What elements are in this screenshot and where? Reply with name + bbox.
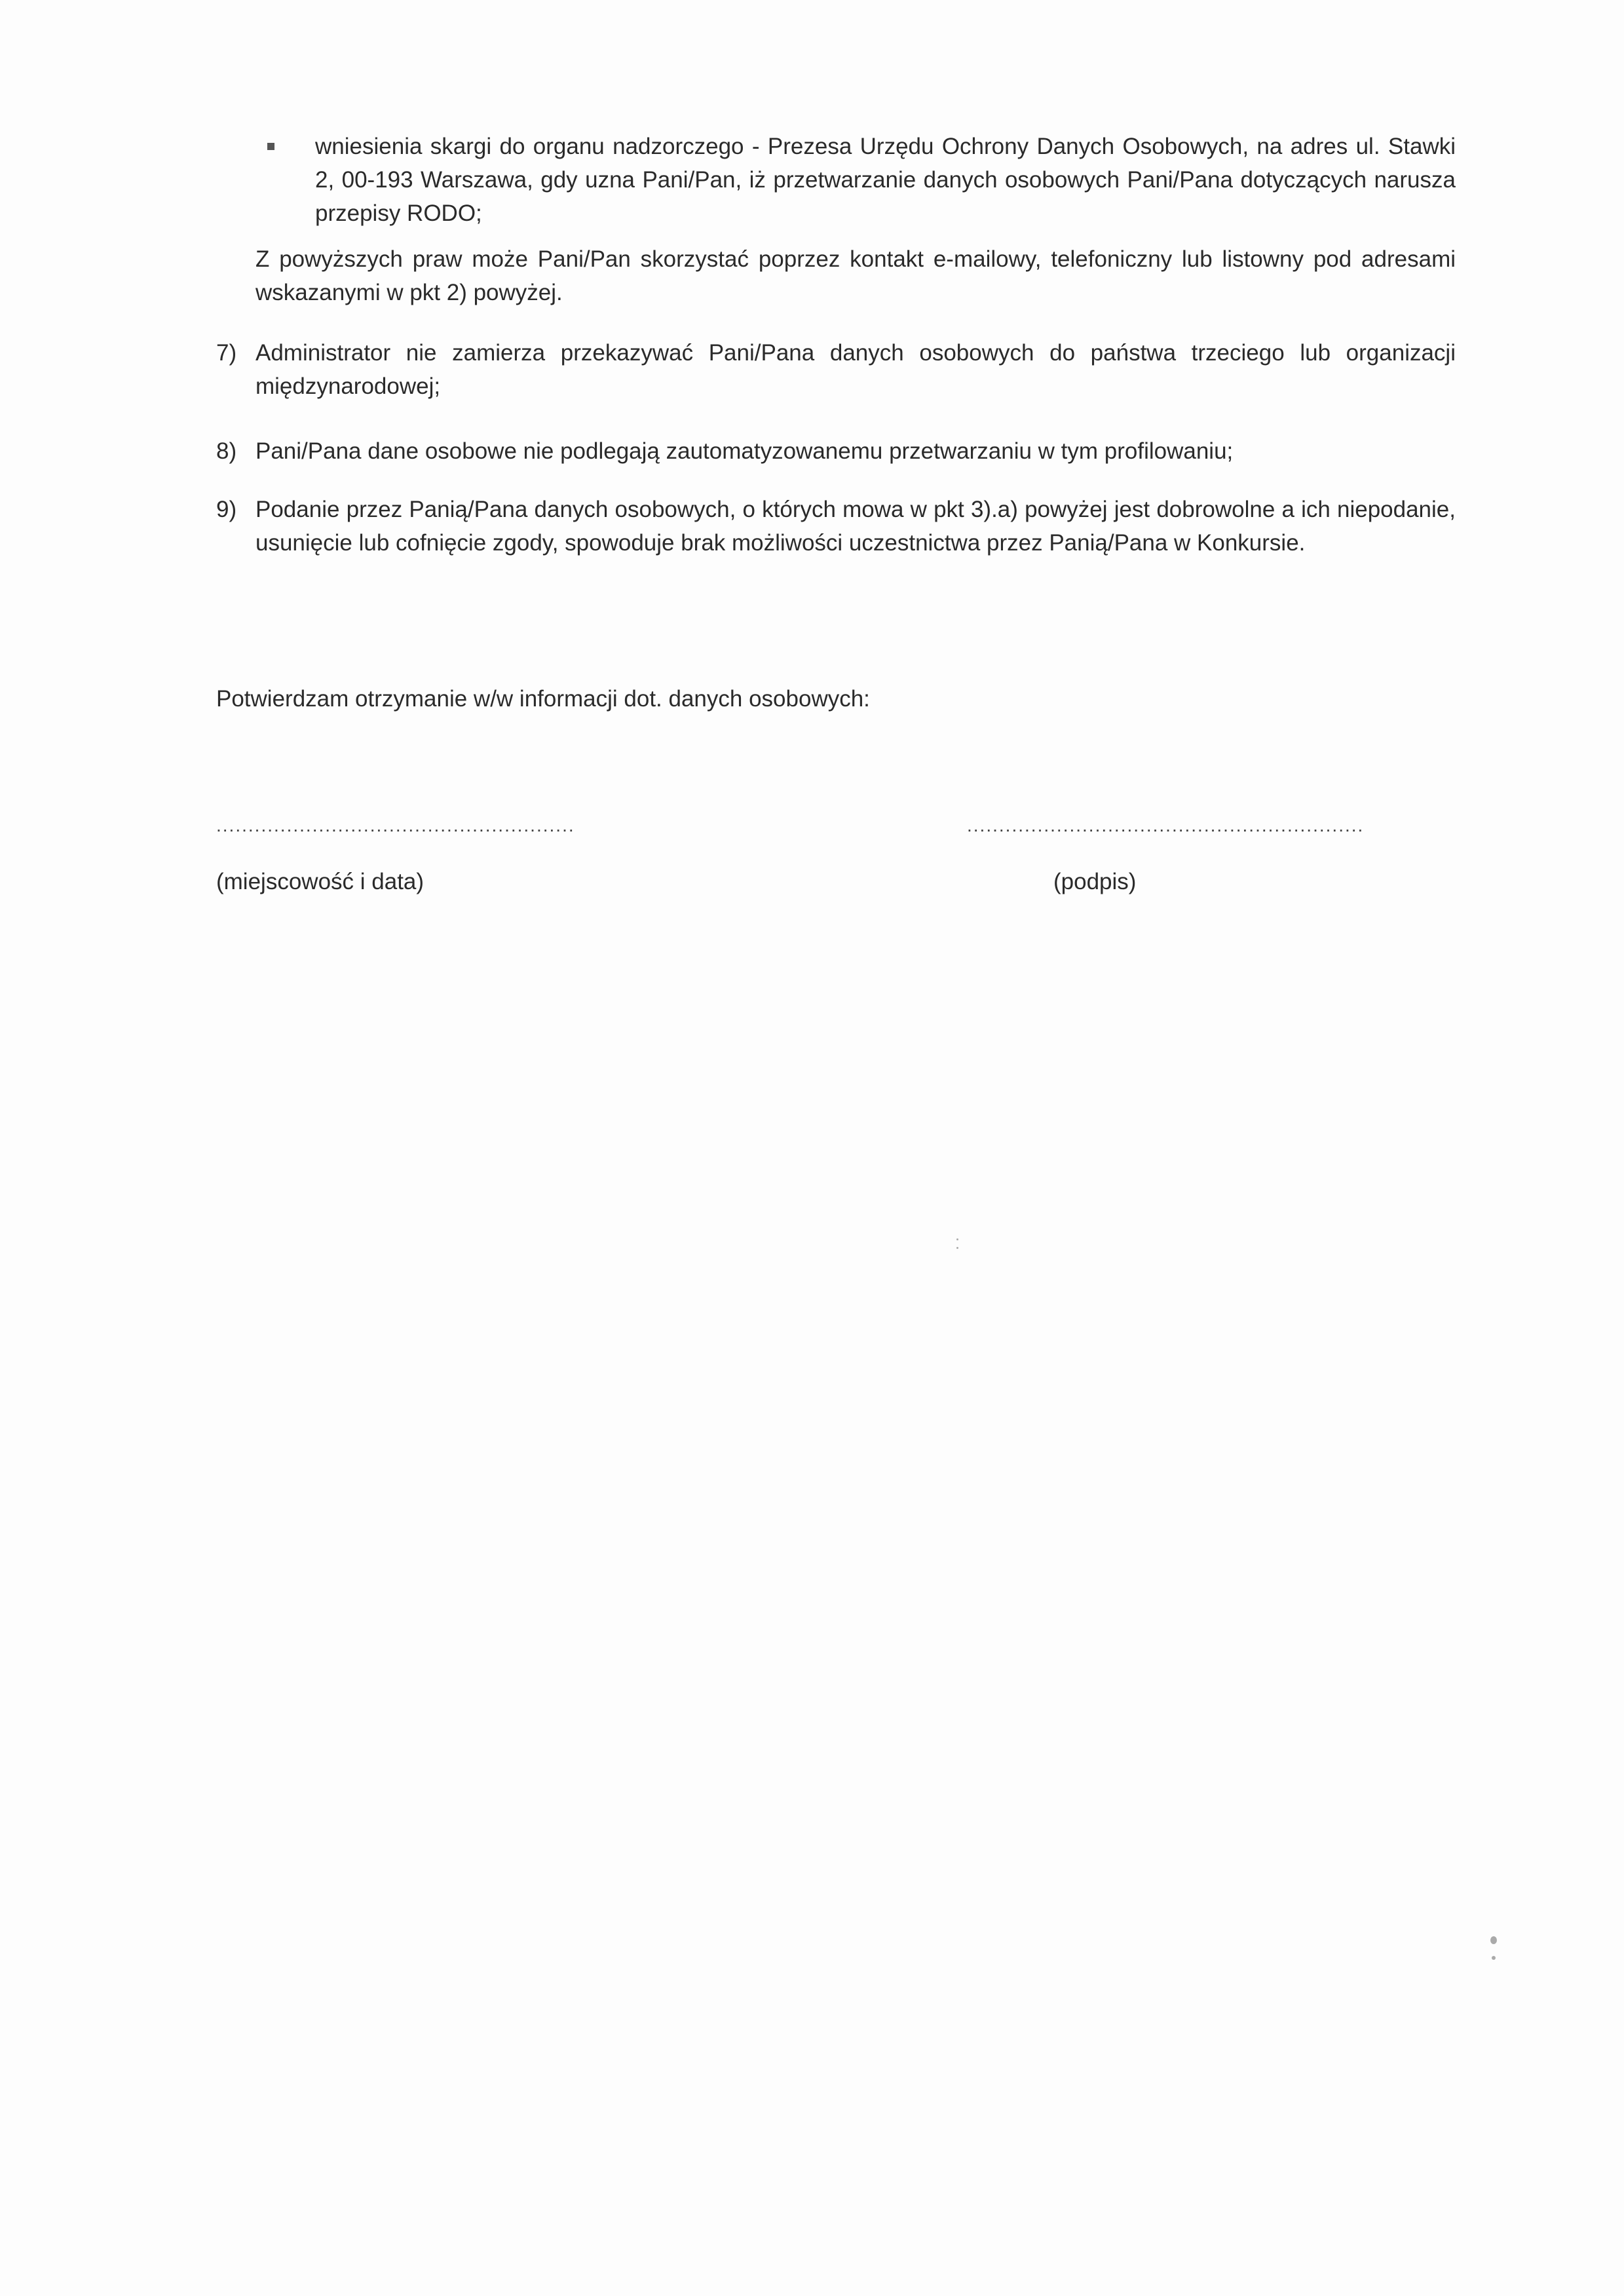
list-item-text: Pani/Pana dane osobowe nie podlegają zautomatyzowanemu przetwarzaniu w tym profilowaniu; (255, 438, 1234, 464)
scan-speck (1490, 1936, 1497, 1944)
signature-line: .............................................................. (967, 815, 1365, 835)
list-item-number: 8) (216, 438, 237, 464)
list-item-number: 7) (216, 340, 237, 366)
scan-speck (1492, 1956, 1496, 1960)
rights-paragraph: Z powyższych praw może Pani/Pan skorzystać poprzez kontakt e-mailowy, telefoniczny lub listowny pod adresami wskazanymi w pkt 2) powyżej. (255, 246, 1456, 305)
place-date-signature-line: ........................................................ (216, 815, 575, 835)
complaint-bullet-text: wniesienia skargi do organu nadzorczego - Prezesa Urzędu Ochrony Danych Osobowych, na adres ul. Stawki 2, 00-193 Warszawa, gdy uzna Pani/Pan, iż przetwarzanie danych osobowych Pani/Pana dotyczących narusza przepisy RODO; (315, 134, 1456, 226)
scan-speck (956, 1238, 958, 1240)
scan-speck (956, 1247, 958, 1249)
signature-label: (podpis) (1053, 869, 1137, 894)
confirmation-statement: Potwierdzam otrzymanie w/w informacji dot. danych osobowych: (216, 686, 870, 712)
bullet-square-icon (267, 143, 274, 150)
place-date-label: (miejscowość i data) (216, 869, 425, 894)
list-item-text: Administrator nie zamierza przekazywać Pani/Pana danych osobowych do państwa trzeciego lub organizacji międzynarodowej; (255, 340, 1456, 399)
list-item-number: 9) (216, 497, 237, 522)
list-item-text: Podanie przez Panią/Pana danych osobowych, o których mowa w pkt 3).a) powyżej jest dobrowolne a ich niepodanie, usunięcie lub cofnięcie zgody, spowoduje brak możliwości uczestnictwa przez Panią/Pana w Konkursie. (255, 497, 1456, 556)
